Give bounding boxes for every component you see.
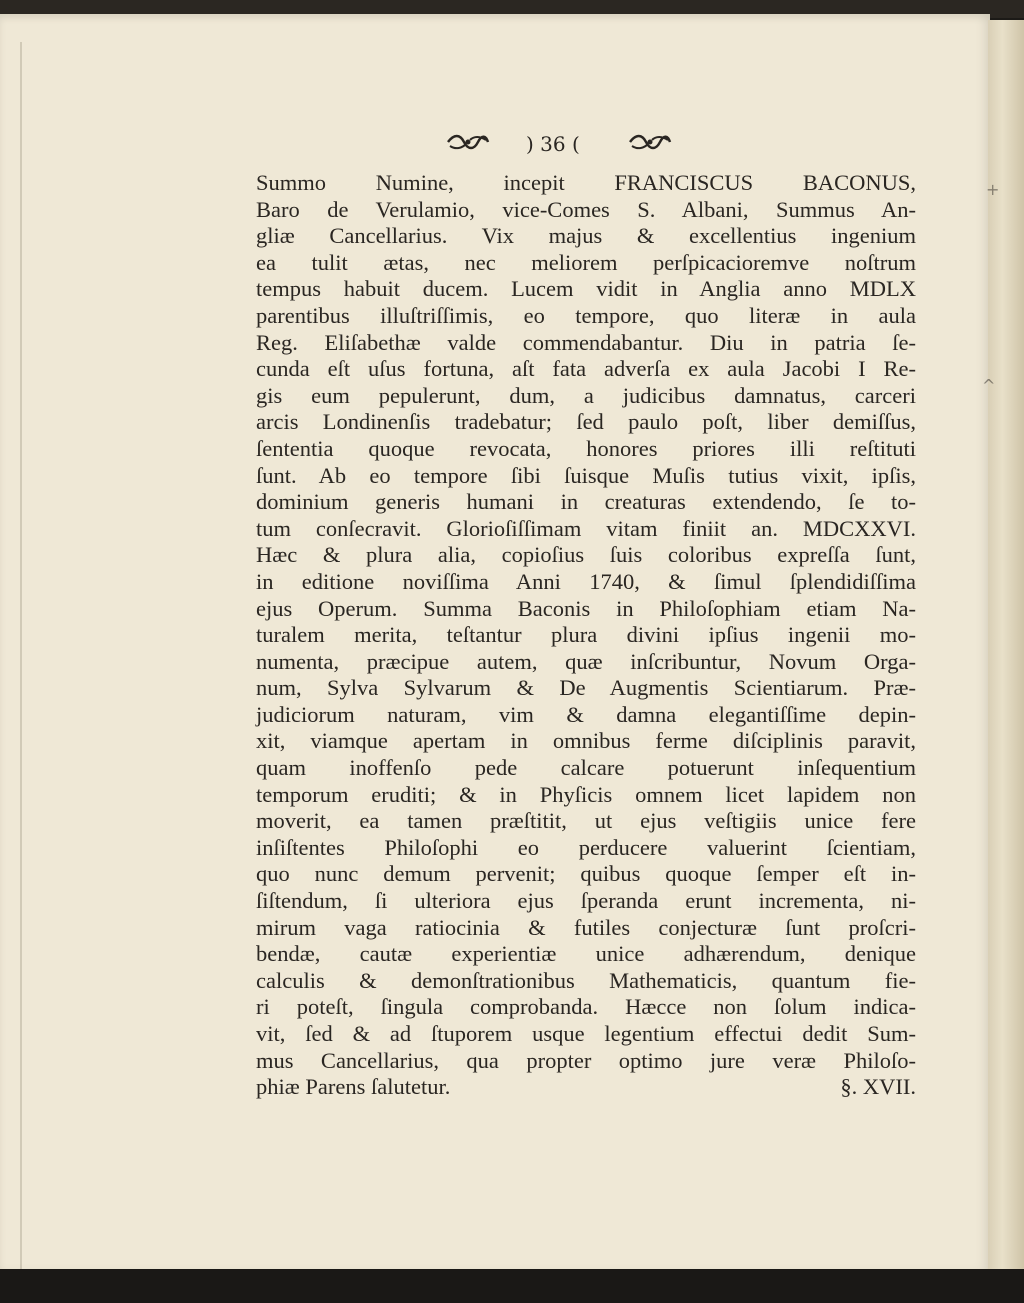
text-line	[256, 835, 916, 862]
text-line-content: ſiſtendum, ſi ulteriora ejus ſperanda erunt incrementa, ni-	[256, 888, 916, 914]
text-line	[256, 170, 916, 197]
text-line-content: mus Cancellarius, qua propter optimo jure veræ Philoſo-	[256, 1047, 916, 1073]
text-line-content: gliæ Cancellarius. Vix majus & excellentius ingenium	[256, 223, 916, 249]
text-line	[256, 1048, 916, 1075]
text-line-content: cunda eſt uſus fortuna, aſt fata adverſa ex aula Jacobi I Re-	[256, 356, 916, 382]
body-text	[256, 170, 916, 1101]
text-line	[256, 463, 916, 490]
text-line	[256, 596, 916, 623]
text-line	[256, 861, 916, 888]
text-line	[256, 383, 916, 410]
text-line-content: ſunt. Ab eo tempore ſibi ſuisque Muſis tutius vixit, ipſis,	[256, 462, 916, 488]
text-line	[256, 782, 916, 809]
text-line-content: numenta, præcipue autem, quæ inſcribuntur, Novum Orga-	[256, 648, 916, 674]
text-line	[256, 994, 916, 1021]
text-line-content: turalem merita, teſtantur plura divini ipſius ingenii mo-	[256, 622, 916, 648]
text-line	[256, 675, 916, 702]
text-line-content: dominium generis humani in creaturas extendendo, ſe to-	[256, 489, 916, 515]
text-line-content: bendæ, cautæ experientiæ unice adhærendum, denique	[256, 941, 916, 967]
text-line-content: judiciorum naturam, vim & damna elegantiſſime depin-	[256, 701, 916, 727]
section-mark: §. XVII.	[840, 1074, 916, 1100]
text-line-content: quo nunc demum pervenit; quibus quoque ſemper eſt in-	[256, 861, 916, 887]
text-line	[256, 649, 916, 676]
text-line-content: ſententia quoque revocata, honores priores illi reſtituti	[256, 435, 916, 461]
text-line-content: inſiſtentes Philoſophi eo perducere valuerint ſcientiam,	[256, 834, 916, 860]
text-line	[256, 1074, 916, 1101]
text-line-content: moverit, ea tamen præſtitit, ut ejus veſtigiis unice fere	[256, 808, 916, 834]
text-line	[256, 409, 916, 436]
text-line	[256, 1021, 916, 1048]
margin-mark-icon: ^	[982, 376, 996, 395]
text-line	[256, 330, 916, 357]
text-line	[256, 356, 916, 383]
text-line-content: temporum eruditi; & in Phyſicis omnem licet lapidem non	[256, 781, 916, 807]
text-line-content: phiæ Parens ſalutetur.	[256, 1074, 451, 1100]
text-line	[256, 915, 916, 942]
text-line	[256, 702, 916, 729]
text-line-content: parentibus illuſtriſſimis, eo tempore, quo literæ in aula	[256, 302, 916, 328]
text-line-content: xit, viamque apertam in omnibus ferme diſciplinis paravit,	[256, 728, 916, 754]
scan-border-bottom	[0, 1269, 1024, 1303]
text-line	[256, 728, 916, 755]
text-line-content: Baro de Verulamio, vice-Comes S. Albani, Summus An-	[256, 196, 916, 222]
text-line	[256, 489, 916, 516]
page-number: ) 36 (	[526, 132, 580, 156]
text-line	[256, 888, 916, 915]
gutter-shadow	[20, 42, 22, 1272]
text-line-content: ejus Operum. Summa Baconis in Philoſophiam etiam Na-	[256, 595, 916, 621]
text-line-content: mirum vaga ratiocinia & futiles conjecturæ ſunt proſcri-	[256, 914, 916, 940]
text-line-content: gis eum pepulerunt, dum, a judicibus damnatus, carceri	[256, 382, 916, 408]
text-line-content: ri poteſt, ſingula comprobanda. Hæcce non ſolum indica-	[256, 994, 916, 1020]
text-line-content: ea tulit ætas, nec meliorem perſpicacioremve noſtrum	[256, 249, 916, 275]
text-line	[256, 808, 916, 835]
text-line-content: tempus habuit ducem. Lucem vidit in Anglia anno MDLX	[256, 276, 916, 302]
printer-ornament-icon	[628, 132, 672, 152]
text-line	[256, 968, 916, 995]
text-line-content: calculis & demonſtrationibus Mathematicis, quantum fie-	[256, 967, 916, 993]
text-line-content: in editione noviſſima Anni 1740, & ſimul ſplendidiſſima	[256, 568, 916, 594]
page-edge	[988, 20, 1024, 1270]
text-line-content: tum conſecravit. Glorioſiſſimam vitam finiit an. MDCXXVI.	[256, 515, 916, 541]
text-line	[256, 250, 916, 277]
running-header	[446, 130, 716, 160]
printer-ornament-icon	[446, 132, 490, 152]
text-line	[256, 622, 916, 649]
text-line	[256, 436, 916, 463]
text-line-content: num, Sylva Sylvarum & De Augmentis Scientiarum. Præ-	[256, 675, 916, 701]
text-line	[256, 542, 916, 569]
text-line	[256, 941, 916, 968]
text-line	[256, 569, 916, 596]
text-line	[256, 303, 916, 330]
text-line-content: Summo Numine, incepit FRANCISCUS BACONUS,	[256, 170, 916, 195]
text-line-content: quam inoffenſo pede calcare potuerunt inſequentium	[256, 755, 916, 781]
text-line-content: Hæc & plura alia, copioſius ſuis coloribus expreſſa ſunt,	[256, 542, 916, 568]
text-line	[256, 516, 916, 543]
text-line	[256, 223, 916, 250]
text-line-content: arcis Londinenſis tradebatur; ſed paulo poſt, liber demiſſus,	[256, 409, 916, 435]
text-line-content: vit, ſed & ad ſtuporem usque legentium effectui dedit Sum-	[256, 1021, 916, 1046]
margin-mark-icon: +	[986, 180, 1000, 199]
text-line	[256, 197, 916, 224]
text-line	[256, 276, 916, 303]
text-line	[256, 755, 916, 782]
text-line-content: Reg. Eliſabethæ valde commendabantur. Diu in patria ſe-	[256, 329, 916, 355]
